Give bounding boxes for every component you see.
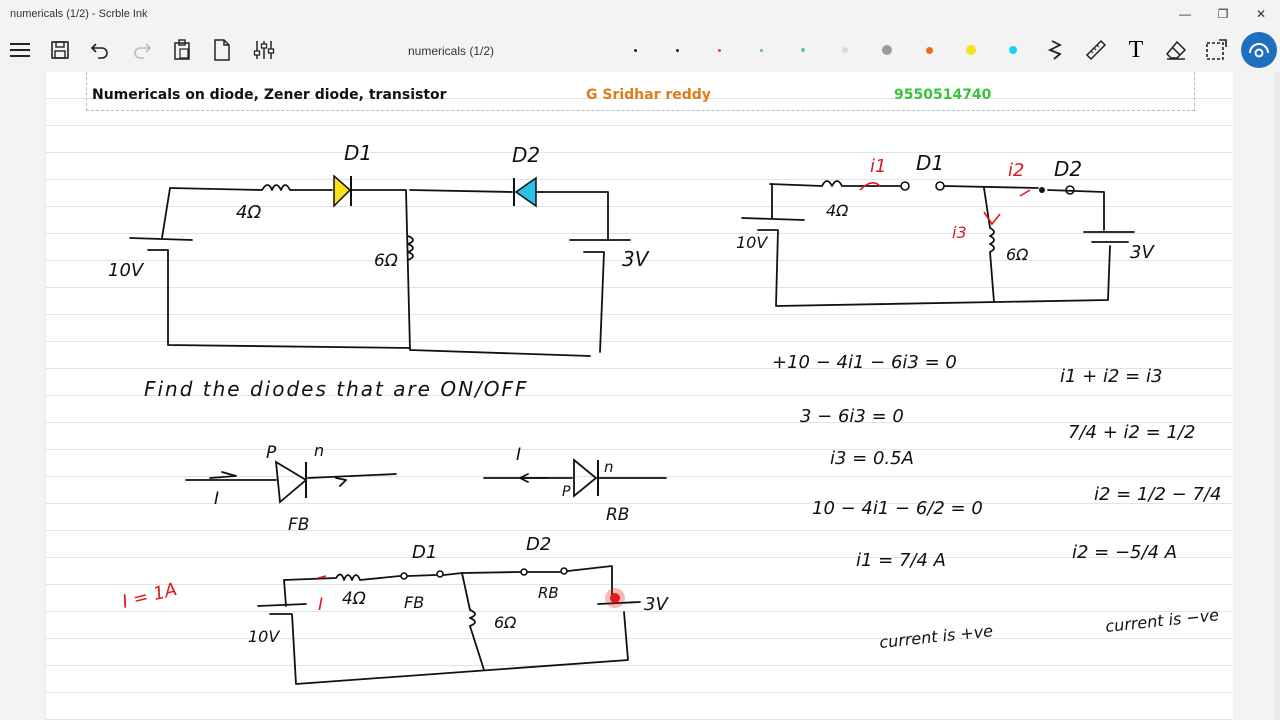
note-current-positive: current is +ve (878, 621, 994, 652)
c2-v1-label: 10V (736, 233, 768, 252)
new-page-icon[interactable] (206, 34, 238, 66)
c2-i2-label: i2 (1008, 160, 1025, 181)
c1-d2-label: D2 (512, 143, 541, 167)
close-icon[interactable]: ✕ (1255, 7, 1267, 21)
eye-icon (1248, 41, 1270, 59)
c2-d1-label: D1 (916, 151, 945, 175)
equation-kvl-loop1: +10 − 4i1 − 6i3 = 0 (772, 352, 957, 373)
equation-kvl-loop2: 3 − 6i3 = 0 (800, 406, 904, 427)
ink-layer[interactable] (45, 72, 1233, 720)
fb-p-label: P (266, 443, 277, 463)
window-title: numericals (1/2) - Scrble Ink (10, 8, 148, 20)
paste-icon[interactable] (166, 34, 198, 66)
select-icon[interactable] (1200, 34, 1232, 66)
c3-rb-label: RB (538, 584, 559, 602)
c1-r2-label: 6Ω (374, 251, 398, 271)
rb-label: RB (606, 505, 630, 525)
menu-icon[interactable] (4, 34, 36, 66)
rb-p-label: P (562, 484, 571, 500)
c3-d2-label: D2 (526, 534, 552, 555)
view-mode-button[interactable] (1241, 32, 1277, 68)
pen-color-1[interactable] (634, 49, 637, 52)
c2-d2-label: D2 (1054, 157, 1083, 181)
c2-i3-label: i3 (952, 223, 967, 242)
c1-v1-label: 10V (108, 260, 144, 281)
c3-current-label: I (318, 595, 324, 615)
equation-i3: i3 = 0.5A (830, 448, 914, 469)
c1-d1-label: D1 (344, 141, 373, 165)
save-icon[interactable] (44, 34, 76, 66)
equation-i2: i2 = −5/4 A (1072, 542, 1178, 563)
undo-icon[interactable] (84, 34, 116, 66)
scrollbar[interactable] (1274, 72, 1280, 720)
restore-icon[interactable]: ❐ (1217, 7, 1229, 21)
lasso-icon[interactable] (1040, 34, 1072, 66)
minimize-icon[interactable]: — (1179, 7, 1191, 21)
pen-color-7[interactable] (882, 45, 892, 55)
redo-icon[interactable] (126, 34, 158, 66)
c2-r2-label: 6Ω (1006, 245, 1029, 264)
pen-color-6[interactable] (842, 47, 848, 53)
equation-kcl: i1 + i2 = i3 (1060, 366, 1163, 387)
c2-i1-label: i1 (870, 156, 887, 177)
pen-color-9[interactable] (966, 45, 976, 55)
pen-color-5[interactable] (801, 48, 805, 52)
header-topic: Numericals on diode, Zener diode, transistor (92, 87, 447, 103)
equation-substitute: 10 − 4i1 − 6/2 = 0 (812, 498, 983, 519)
c3-r2-label: 6Ω (494, 613, 517, 632)
title-bar (0, 0, 1280, 28)
pen-color-8[interactable] (926, 47, 933, 54)
c3-current-note: I = 1A (120, 579, 180, 613)
c3-fb-label: FB (404, 593, 425, 612)
c2-r1-label: 4Ω (826, 201, 849, 220)
note-page[interactable] (45, 72, 1233, 720)
rb-n-label: n (604, 458, 614, 476)
fb-label: FB (288, 515, 310, 535)
question-text: Find the diodes that are ON/OFF (144, 377, 529, 401)
note-current-negative: current is −ve (1104, 605, 1220, 636)
c1-r1-label: 4Ω (236, 202, 262, 223)
pen-color-4[interactable] (760, 49, 763, 52)
ruler-icon[interactable] (1080, 34, 1112, 66)
fb-n-label: n (314, 441, 325, 460)
pen-color-3[interactable] (718, 49, 721, 52)
c3-v2-label: 3V (644, 594, 668, 615)
equation-kcl-sub: 7/4 + i2 = 1/2 (1068, 422, 1196, 443)
c2-v2-label: 3V (1130, 242, 1154, 263)
c3-r1-label: 4Ω (342, 589, 366, 609)
c3-d1-label: D1 (412, 542, 438, 563)
c1-v2-label: 3V (622, 247, 649, 271)
document-title: numericals (1/2) (408, 44, 495, 58)
header-author: G Sridhar reddy (586, 87, 711, 103)
pen-color-10[interactable] (1009, 46, 1017, 54)
rb-current-label: I (516, 445, 522, 465)
equation-i2-sub: i2 = 1/2 − 7/4 (1094, 484, 1222, 505)
settings-sliders-icon[interactable] (248, 34, 280, 66)
text-tool-icon[interactable]: T (1128, 36, 1144, 63)
eraser-icon[interactable] (1160, 34, 1192, 66)
c3-v1-label: 10V (248, 627, 280, 646)
equation-i1: i1 = 7/4 A (856, 550, 946, 571)
fb-current-label: I (214, 489, 220, 509)
toolbar (0, 28, 1280, 72)
header-phone: 9550514740 (894, 87, 992, 103)
pen-color-2[interactable] (676, 49, 679, 52)
